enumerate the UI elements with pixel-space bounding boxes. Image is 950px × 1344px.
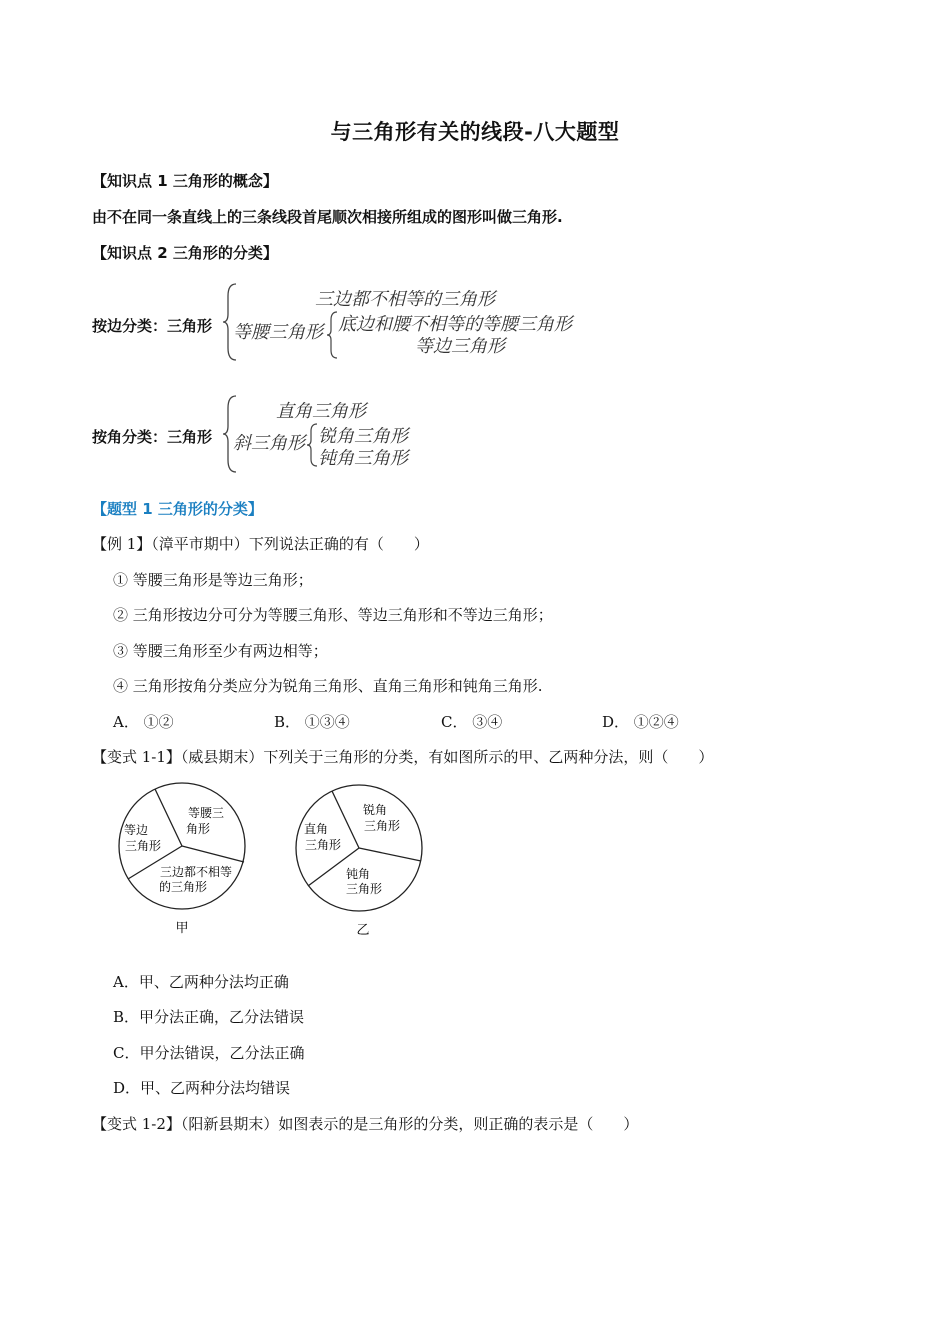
ex1-statement-4: ④ 三角形按角分类应分为锐角三角形、直角三角形和钝角三角形.	[113, 677, 543, 695]
pie-yi-seg2-line1: 直角	[303, 822, 329, 836]
by-angle-sub1: 锐角三角形	[318, 426, 408, 447]
pie-yi-caption: 乙	[356, 923, 370, 938]
ex1-statement-2: ② 三角形按边分可分为等腰三角形、等边三角形和不等边三角形；	[113, 606, 553, 624]
ex1-option-a: A． ①②	[113, 713, 174, 731]
pie-yi-seg1-line2: 三角形	[363, 819, 401, 833]
var1-1-option-d: D．甲、乙两种分法均错误	[113, 1079, 291, 1097]
by-side-isosceles: 等腰三角形	[233, 322, 323, 343]
pie-jia-caption: 甲	[175, 921, 189, 936]
pie-jia-seg1-line2: 角形	[185, 822, 211, 836]
ex1-option-d: D． ①②④	[602, 713, 679, 731]
by-side-sub2: 等边三角形	[415, 336, 505, 357]
page-title: 与三角形有关的线段-八大题型	[330, 120, 620, 144]
ex1-option-c: C． ③④	[441, 713, 503, 731]
ex1-option-b: B． ①③④	[274, 713, 350, 731]
type1-heading: 【题型 1 三角形的分类】	[92, 500, 263, 518]
ex1-statement-3: ③ 等腰三角形至少有两边相等；	[113, 642, 328, 660]
var1-1-option-a: A．甲、乙两种分法均正确	[113, 973, 289, 991]
var1-1-option-b: B．甲分法正确，乙分法错误	[113, 1008, 305, 1026]
kp2-heading: 【知识点 2 三角形的分类】	[92, 244, 278, 262]
pie-yi-seg2-line2: 三角形	[304, 838, 342, 852]
pie-yi-seg3-line2: 三角形	[345, 882, 383, 896]
by-side-sub1: 底边和腰不相等的等腰三角形	[338, 314, 572, 335]
ex1-stem: 【例 1】（漳平市期中）下列说法正确的有（ ）	[92, 535, 429, 553]
var1-1-stem: 【变式 1-1】（威县期末）下列关于三角形的分类，有如图所示的甲、乙两种分法，则（ ）	[92, 748, 714, 766]
kp1-definition: 由不在同一条直线上的三条线段首尾顺次相接所组成的图形叫做三角形.	[92, 208, 563, 226]
by-side-label: 按边分类：三角形	[92, 317, 213, 335]
by-side-scalene: 三边都不相等的三角形	[315, 289, 495, 310]
var1-2-stem: 【变式 1-2】（阳新县期末）如图表示的是三角形的分类，则正确的表示是（ ）	[92, 1115, 639, 1133]
kp1-heading: 【知识点 1 三角形的概念】	[92, 172, 278, 190]
pie-yi-figure	[290, 780, 435, 940]
by-angle-oblique: 斜三角形	[233, 433, 305, 454]
pie-yi-seg1-line1: 锐角	[362, 803, 388, 817]
by-angle-right: 直角三角形	[276, 401, 366, 422]
var1-1-option-c: C．甲分法错误，乙分法正确	[113, 1044, 305, 1062]
pie-jia-seg3-line2: 的三角形	[158, 880, 208, 894]
pie-jia-seg1-line1: 等腰三	[187, 806, 225, 820]
by-angle-sub2: 钝角三角形	[318, 448, 408, 469]
pie-jia-seg3-line1: 三边都不相等	[159, 865, 233, 879]
pie-yi-seg3-line1: 钝角	[345, 867, 371, 881]
ex1-statement-1: ① 等腰三角形是等边三角形；	[113, 571, 313, 589]
pie-jia-figure	[110, 780, 255, 940]
pie-jia-seg2-line2: 三角形	[124, 839, 162, 853]
by-angle-label: 按角分类：三角形	[92, 428, 213, 446]
pie-jia-seg2-line1: 等边	[123, 823, 149, 837]
